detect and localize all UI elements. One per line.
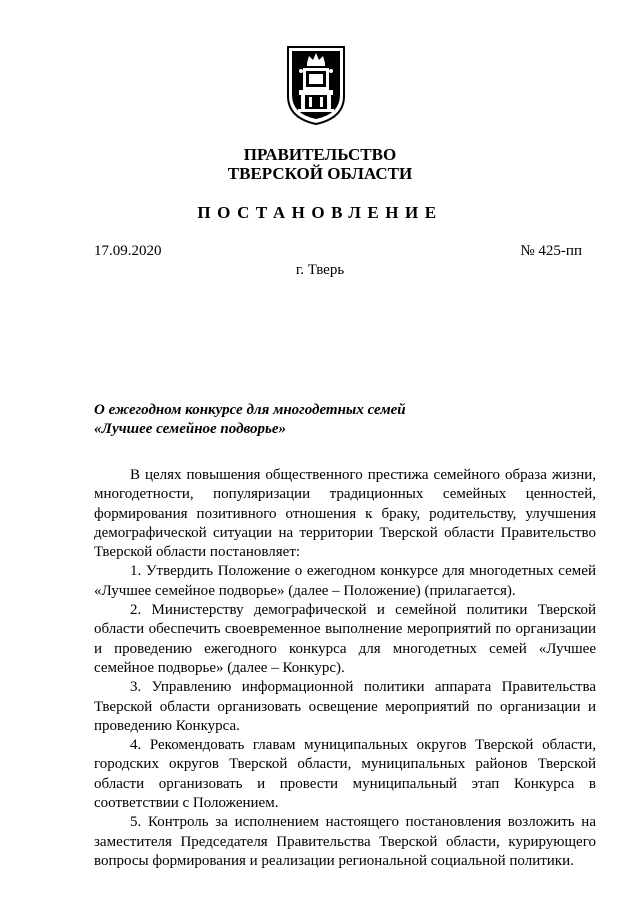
document-number: № 425-пп [520, 243, 582, 259]
government-name-line1: ПРАВИТЕЛЬСТВО [243, 145, 397, 164]
body-paragraph: 1. Утвердить Положение о ежегодном конкурсе для многодетных семей «Лучшее семейное подворье» (далее – Положение) (прилагается). [94, 563, 596, 599]
document-city: г. Тверь [295, 262, 345, 278]
body-paragraph: 5. Контроль за исполнением настоящего постановления возложить на заместителя Председателя Правительства Тверской области, курирующего вопросы формирования и реализации региональной социальной политики. [94, 814, 596, 869]
body-paragraph: 4. Рекомендовать главам муниципальных округов Тверской области, городских округов Тверской области, муниципальных районов Тверской области организовать и провести муниципальный этап Конкурса в соответствии с Положением. [94, 737, 596, 812]
government-name-line2: ТВЕРСКОЙ ОБЛАСТИ [227, 164, 413, 183]
tver-coat-of-arms-icon [285, 44, 347, 126]
subject-line: О ежегодном конкурсе для многодетных семей [94, 402, 406, 418]
subject-line: «Лучшее семейное подворье» [94, 421, 287, 437]
document-subject [94, 401, 494, 439]
document-date: 17.09.2020 [94, 243, 162, 259]
document-type: ПОСТАНОВЛЕНИЕ [197, 203, 443, 222]
body-paragraph: 3. Управлению информационной политики аппарата Правительства Тверской области организовать освещение мероприятий по организации и проведению Конкурса. [94, 679, 596, 734]
document-body [94, 466, 596, 871]
body-paragraph: 2. Министерству демографической и семейной политики Тверской области обеспечить своевременное выполнение мероприятий по организации и проведению ежегодного конкурса для многодетных семей «Лучшее семейное подворье» (далее – Конкурс). [94, 602, 596, 676]
body-paragraph: В целях повышения общественного престижа семейного образа жизни, многодетности, популяризации традиционных семейных ценностей, формирования позитивного отношения к браку, родительству, улучшения демографической ситуации на территории Тверской области Правительство Тверской области постановляет: [94, 467, 596, 561]
